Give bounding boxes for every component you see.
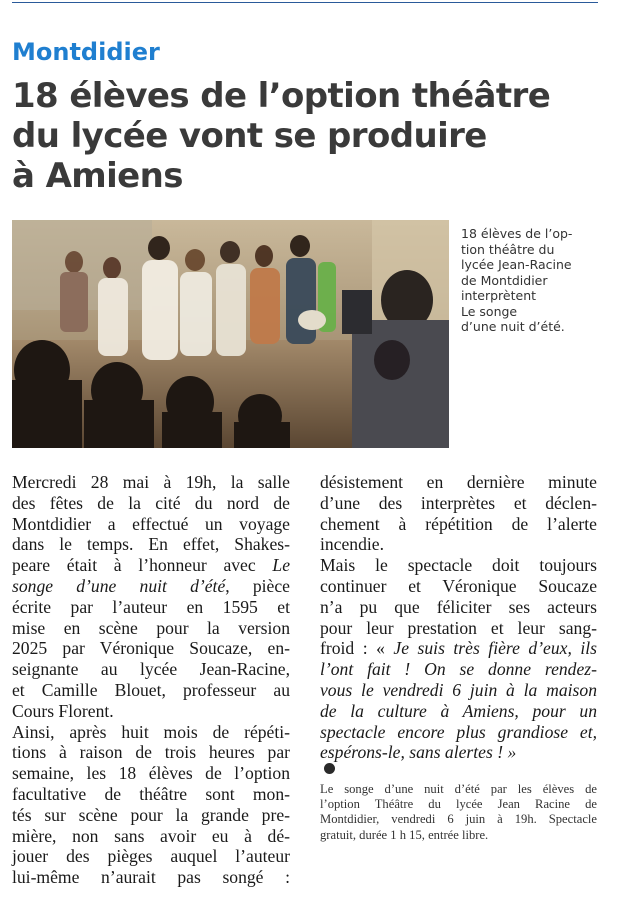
body-line: mise en scène pour la version (12, 617, 290, 638)
article-column-2 (320, 472, 597, 774)
body-line: des fêtes de la cité du nord de (12, 492, 290, 513)
quote-line: vous le vendredi 6 juin à la maison (320, 679, 597, 700)
body-line: écrite par l’auteur en 1595 et (12, 596, 290, 617)
quote-line: l’ont fait ! On se donne rendez- (320, 659, 597, 680)
body-line: seignante au lycée Jean-Racine, (12, 659, 290, 680)
body-line: chement à répétition de l’alerte (320, 513, 597, 534)
quote-text: Je suis très fière d’eux, ils (384, 638, 597, 659)
body-line: froid : « Je suis très fière d’eux, ils (320, 638, 597, 659)
body-line: n’a pu que féliciter ses acteurs (320, 596, 597, 617)
photo-caption (461, 226, 601, 335)
quote-last-line (320, 742, 597, 774)
body-line: Mais le spectacle doit toujours (320, 555, 597, 576)
caption-line: interprètent (461, 288, 537, 303)
end-of-article-dot-icon (324, 763, 335, 774)
body-line: songe d’une nuit d’été, pièce (12, 575, 290, 596)
caption-line: d’une nuit d’été. (461, 319, 565, 334)
body-line: 2025 par Véronique Soucaze, en- (12, 638, 290, 659)
quote-line: de la culture à Amiens, pour un (320, 700, 597, 721)
body-line: Cours Florent. (12, 700, 114, 721)
body-line: pour leur prestation et leur sang- (320, 617, 597, 638)
quote-line: espérons-le, sans alertes ! » (320, 742, 517, 763)
headline-line: du lycée vont se produire (12, 116, 487, 156)
caption-line: 18 élèves de l’op- (461, 226, 573, 241)
body-line: semaine, les 18 élèves de l’option (12, 763, 290, 784)
body-line: continuer et Véronique Soucaze (320, 575, 597, 596)
top-rule (12, 2, 598, 3)
body-line: tés sur scène pour la grande pre- (12, 804, 290, 825)
caption-line: lycée Jean-Racine (461, 257, 572, 272)
info-line: Montdidier, vendredi 6 juin à 19h. Spectacle (320, 812, 597, 827)
body-line: lui-même n’aurait pas songé : (12, 867, 290, 888)
headline-line: 18 élèves de l’option théâtre (12, 76, 551, 116)
body-line: Mercredi 28 mai à 19h, la salle (12, 472, 290, 492)
article-photo (12, 220, 449, 448)
info-line: gratuit, durée 1 h 15, entrée libre. (320, 827, 489, 842)
headline-line: à Amiens (12, 156, 183, 196)
play-title: Le (272, 555, 290, 576)
body-line: facultative de théâtre sont mon- (12, 783, 290, 804)
event-info (320, 782, 597, 843)
body-line: et Camille Blouet, professeur au (12, 679, 290, 700)
body-line: d’une des interprètes et déclen- (320, 492, 597, 513)
body-line: mière, non sans avoir eu à dé- (12, 825, 290, 846)
theatre-stage-illustration (12, 220, 449, 448)
body-line: dans le temps. En effet, Shakes- (12, 534, 290, 555)
article-kicker: Montdidier (12, 38, 160, 66)
body-line: tions à raison de trois heures par (12, 742, 290, 763)
body-line: Ainsi, après huit mois de répéti- (12, 721, 290, 742)
body-line: Montdidier a effectué un voyage (12, 513, 290, 534)
caption-line: tion théâtre du (461, 241, 555, 257)
info-line: l’option Théâtre du lycée Jean Racine de (320, 797, 597, 812)
info-line: Le songe d’une nuit d’été par les élèves de (320, 782, 597, 796)
body-line: désistement en dernière minute (320, 472, 597, 492)
caption-line: Le songe (461, 303, 518, 319)
quote-line: spectacle encore plus grandiose et, (320, 721, 597, 742)
body-line: incendie. (320, 534, 384, 555)
article-headline (12, 76, 612, 196)
body-line: peare était à l’honneur avec Le (12, 555, 290, 576)
article-column-1 (12, 472, 290, 888)
play-title: songe d’une nuit d’été (12, 575, 226, 596)
caption-line: de Montdidier (461, 272, 548, 288)
body-line: jouer des pièges auquel l’auteur (12, 846, 290, 867)
